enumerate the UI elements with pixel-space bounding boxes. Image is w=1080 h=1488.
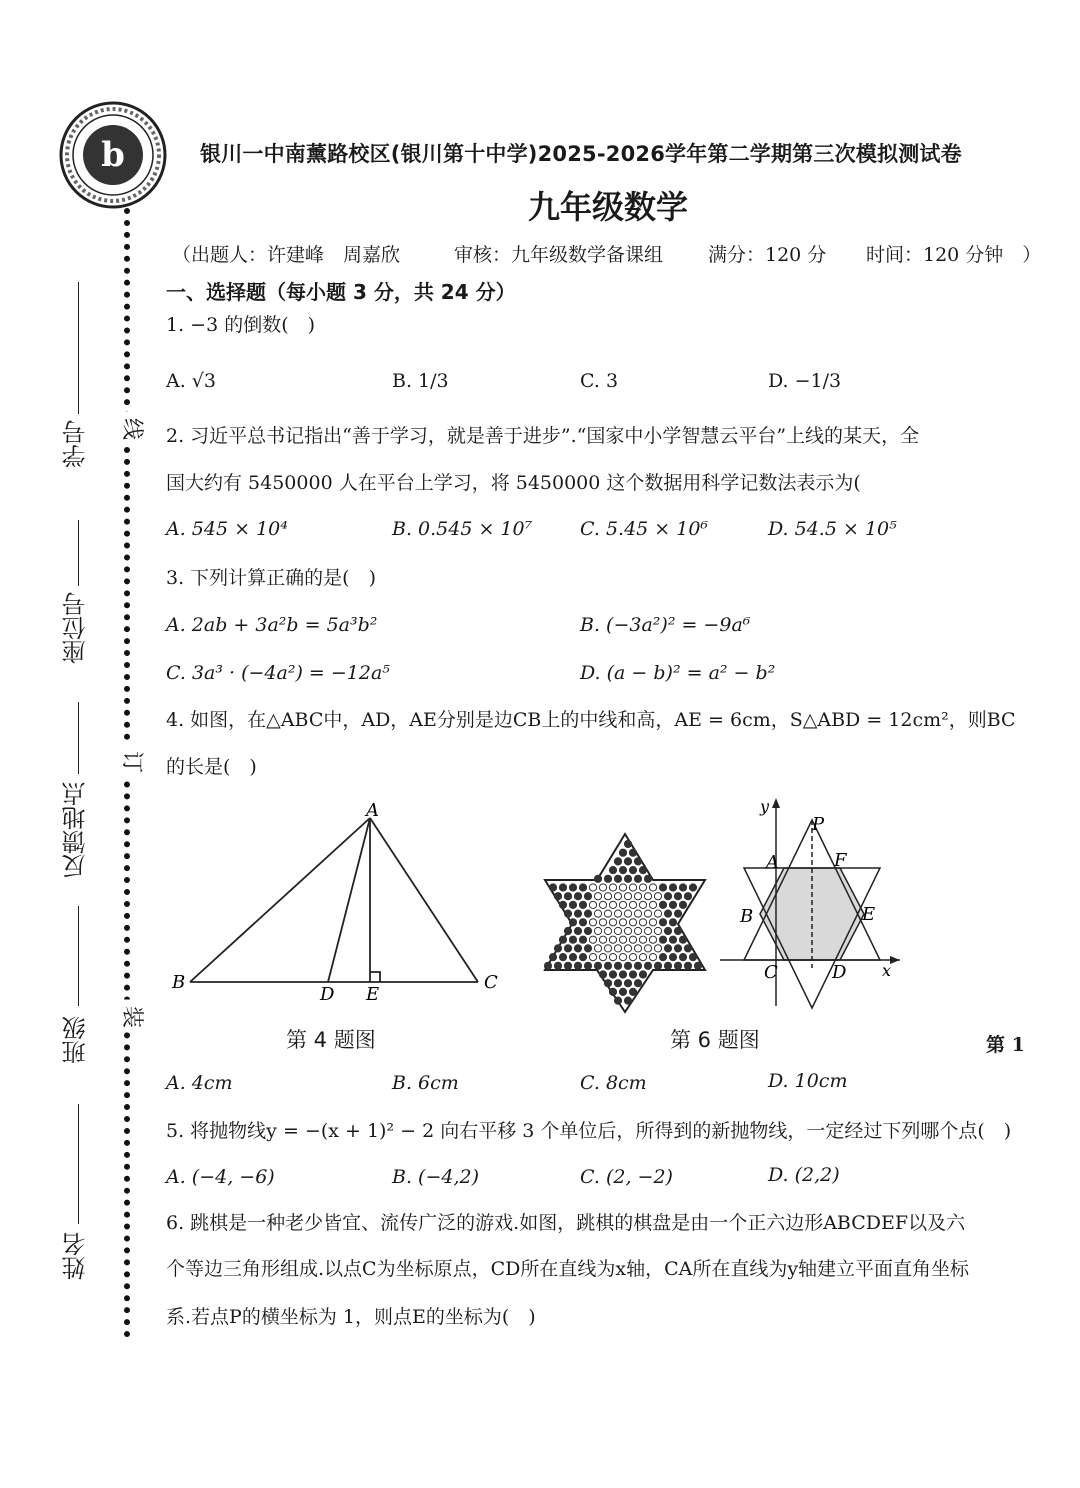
board-hole [654, 945, 661, 952]
board-hole [584, 893, 591, 900]
board-hole [594, 910, 601, 917]
board-hole [649, 884, 656, 891]
board-hole [574, 927, 581, 934]
class-label: 班级 [62, 1016, 90, 1064]
board-hole [604, 927, 611, 934]
figure-6-coordinate [712, 796, 912, 1016]
board-hole [654, 927, 661, 934]
fig6-label-p: P [812, 814, 825, 835]
board-hole [639, 884, 646, 891]
q3-option-b: B. (−3a²)² = −9a⁶ [580, 614, 751, 636]
q5-option-c: C. (2, −2) [580, 1166, 673, 1188]
page-number: 第 1 [986, 1034, 1025, 1056]
fig4-label-d: D [320, 984, 335, 1005]
board-hole [659, 954, 666, 961]
board-hole [664, 927, 671, 934]
fig6-label-b: B [740, 906, 754, 927]
exam-time: 时间：120 分钟 ） [866, 244, 1042, 266]
board-hole [579, 954, 586, 961]
board-hole [554, 945, 561, 952]
board-hole [624, 910, 631, 917]
board-hole [659, 884, 666, 891]
board-hole [649, 936, 656, 943]
board-hole [569, 901, 576, 908]
board-hole [614, 980, 621, 987]
board-hole [574, 962, 581, 969]
board-hole [599, 919, 606, 926]
figure-4-caption: 第 4 题图 [286, 1028, 376, 1052]
board-hole [614, 893, 621, 900]
board-hole [664, 945, 671, 952]
svg-text:b: b [101, 135, 125, 175]
board-hole [579, 919, 586, 926]
board-hole [639, 919, 646, 926]
q2-option-b: B. 0.545 × 10⁷ [392, 518, 533, 540]
board-hole [614, 945, 621, 952]
fig6-label-c: C [764, 962, 778, 983]
board-hole [579, 884, 586, 891]
board-hole [619, 867, 626, 874]
section-heading: 一、选择题（每小题 3 分，共 24 分） [166, 280, 516, 304]
board-hole [564, 893, 571, 900]
board-hole [559, 901, 566, 908]
board-hole [644, 910, 651, 917]
q3-option-a: A. 2ab + 3a²b = 5a³b² [166, 614, 378, 636]
q1-option-b: B. 1/3 [392, 370, 449, 392]
board-hole [629, 988, 636, 995]
board-hole [689, 884, 696, 891]
board-hole [629, 849, 636, 856]
feedback-location-blank[interactable] [78, 702, 79, 774]
fig4-label-b: B [172, 972, 186, 993]
board-hole [619, 884, 626, 891]
board-hole [629, 954, 636, 961]
board-hole [559, 884, 566, 891]
board-hole [589, 954, 596, 961]
board-hole [634, 858, 641, 865]
board-hole [639, 901, 646, 908]
board-hole [674, 945, 681, 952]
board-hole [589, 936, 596, 943]
board-hole [624, 893, 631, 900]
q4-option-b: B. 6cm [392, 1072, 459, 1094]
board-hole [574, 910, 581, 917]
fig6-label-a: A [766, 852, 779, 873]
board-hole [609, 901, 616, 908]
exam-authors: （出题人：许建峰 周嘉欣 [172, 244, 401, 266]
board-hole [614, 858, 621, 865]
binding-char-zhuang: 装 [119, 1000, 149, 1031]
board-hole [549, 954, 556, 961]
board-hole [619, 919, 626, 926]
q2-option-c: C. 5.45 × 10⁶ [580, 518, 709, 540]
board-hole [649, 901, 656, 908]
board-hole [604, 910, 611, 917]
board-hole [644, 927, 651, 934]
board-hole [604, 962, 611, 969]
seat-number-label: 座位号 [62, 592, 90, 664]
fig4-label-a: A [366, 800, 379, 821]
board-hole [619, 936, 626, 943]
q4-option-d: D. 10cm [768, 1070, 848, 1092]
board-hole [654, 893, 661, 900]
board-hole [614, 997, 621, 1004]
fig6-axis-x: x [882, 961, 892, 980]
board-hole [594, 945, 601, 952]
board-hole [639, 971, 646, 978]
board-hole [649, 919, 656, 926]
name-label: 姓名 [62, 1232, 90, 1280]
school-header: 银川一中南薰路校区(银川第十中学)2025-2026学年第二学期第三次模拟测试卷 [200, 142, 962, 166]
q4-line2: 的长是( ) [166, 756, 257, 778]
board-hole [614, 962, 621, 969]
board-hole [569, 954, 576, 961]
board-hole [629, 919, 636, 926]
board-hole [644, 945, 651, 952]
board-hole [684, 893, 691, 900]
q3-option-c: C. 3a³ · (−4a²) = −12a⁵ [166, 662, 390, 684]
board-hole [669, 936, 676, 943]
board-hole [684, 945, 691, 952]
q1-stem: 1. −3 的倒数( ) [166, 314, 316, 336]
board-hole [639, 867, 646, 874]
board-hole [634, 875, 641, 882]
board-hole [679, 884, 686, 891]
board-hole [654, 962, 661, 969]
board-hole [584, 927, 591, 934]
board-hole [644, 962, 651, 969]
q6-line1: 6. 跳棋是一种老少皆宜、流传广泛的游戏.如图，跳棋的棋盘是由一个正六边形ABCDEF以及六 [166, 1212, 966, 1234]
board-hole [614, 875, 621, 882]
q1-option-c: C. 3 [580, 370, 619, 392]
board-hole [564, 962, 571, 969]
board-hole [674, 962, 681, 969]
board-hole [604, 893, 611, 900]
board-hole [599, 901, 606, 908]
board-hole [604, 945, 611, 952]
board-hole [564, 910, 571, 917]
q2-line1: 2. 习近平总书记指出“善于学习，就是善于进步”.“国家中小学智慧云平台”上线的某天，全 [166, 425, 920, 447]
board-hole [659, 919, 666, 926]
q4-option-c: C. 8cm [580, 1072, 647, 1094]
board-hole [579, 901, 586, 908]
board-hole [689, 954, 696, 961]
board-hole [634, 962, 641, 969]
board-hole [579, 936, 586, 943]
board-hole [644, 875, 651, 882]
binding-char-xian: 线 [119, 412, 149, 443]
board-hole [564, 927, 571, 934]
board-hole [594, 875, 601, 882]
board-hole [554, 962, 561, 969]
board-hole [629, 884, 636, 891]
board-hole [599, 954, 606, 961]
q2-line2: 国大约有 5450000 人在平台上学习，将 5450000 这个数据用科学记数法表示为( [166, 472, 861, 494]
board-hole [634, 927, 641, 934]
board-hole [604, 980, 611, 987]
board-hole [594, 893, 601, 900]
exam-full-score: 满分：120 分 [708, 244, 827, 266]
board-hole [624, 997, 631, 1004]
exam-review: 审核：九年级数学备课组 [454, 244, 664, 266]
board-hole [584, 945, 591, 952]
board-hole [669, 884, 676, 891]
board-hole [584, 910, 591, 917]
board-hole [589, 901, 596, 908]
board-hole [609, 936, 616, 943]
q5-stem: 5. 将抛物线y = −(x + 1)² − 2 向右平移 3 个单位后，所得到的新抛物线，一定经过下列哪个点( ) [166, 1120, 1012, 1142]
board-hole [659, 936, 666, 943]
board-hole [599, 971, 606, 978]
figure-6-star-board [540, 826, 710, 1016]
board-hole [609, 988, 616, 995]
board-hole [664, 962, 671, 969]
board-hole [664, 893, 671, 900]
board-hole [659, 901, 666, 908]
board-hole [629, 936, 636, 943]
board-hole [624, 927, 631, 934]
board-hole [594, 927, 601, 934]
board-hole [599, 884, 606, 891]
board-hole [569, 936, 576, 943]
figure-4-triangle [160, 800, 520, 1010]
board-hole [564, 945, 571, 952]
board-hole [619, 901, 626, 908]
board-hole [639, 936, 646, 943]
exam-title: 九年级数学 [527, 188, 688, 226]
board-hole [629, 867, 636, 874]
board-hole [569, 919, 576, 926]
q4-option-a: A. 4cm [166, 1072, 233, 1094]
q6-line3: 系.若点P的横坐标为 1，则点E的坐标为( ) [166, 1306, 536, 1328]
board-hole [674, 893, 681, 900]
q5-option-d: D. (2,2) [768, 1164, 840, 1186]
board-hole [624, 945, 631, 952]
board-hole [624, 858, 631, 865]
q1-option-d: D. −1/3 [768, 370, 842, 392]
q6-line2: 个等边三角形组成.以点C为坐标原点，CD所在直线为x轴，CA所在直线为y轴建立平面直角坐标 [166, 1258, 970, 1280]
board-hole [679, 954, 686, 961]
board-hole [609, 867, 616, 874]
board-hole [644, 893, 651, 900]
q5-option-a: A. (−4, −6) [166, 1166, 275, 1188]
board-hole [634, 980, 641, 987]
q3-option-d: D. (a − b)² = a² − b² [580, 662, 776, 684]
board-hole [649, 954, 656, 961]
board-hole [584, 962, 591, 969]
board-hole [559, 954, 566, 961]
binding-char-ding: 订 [119, 745, 149, 776]
student-id-blank[interactable] [78, 282, 79, 414]
board-hole [669, 901, 676, 908]
board-hole [619, 988, 626, 995]
student-id-label: 学号 [62, 420, 90, 468]
board-hole [669, 954, 676, 961]
board-hole [569, 884, 576, 891]
name-blank[interactable] [78, 1104, 79, 1224]
board-hole [639, 954, 646, 961]
board-hole [624, 980, 631, 987]
board-hole [604, 875, 611, 882]
seat-number-blank[interactable] [78, 520, 79, 586]
board-hole [544, 962, 551, 969]
board-hole [609, 954, 616, 961]
board-hole [559, 936, 566, 943]
fig6-label-d: D [832, 962, 847, 983]
board-hole [629, 971, 636, 978]
board-hole [549, 884, 556, 891]
board-hole [684, 962, 691, 969]
q3-stem: 3. 下列计算正确的是( ) [166, 567, 376, 589]
board-hole [609, 971, 616, 978]
board-hole [599, 936, 606, 943]
q1-option-a: A. √3 [166, 370, 216, 392]
board-hole [624, 875, 631, 882]
board-hole [619, 971, 626, 978]
board-hole [609, 919, 616, 926]
board-hole [609, 884, 616, 891]
board-hole [694, 962, 701, 969]
board-hole [589, 919, 596, 926]
board-hole [664, 910, 671, 917]
board-hole [614, 910, 621, 917]
board-hole [574, 945, 581, 952]
board-hole [634, 945, 641, 952]
feedback-location-label: 反馈地点 [62, 782, 90, 878]
board-hole [634, 910, 641, 917]
board-hole [589, 884, 596, 891]
fig6-label-f: F [834, 850, 847, 871]
board-hole [634, 893, 641, 900]
board-hole [669, 919, 676, 926]
board-hole [679, 901, 686, 908]
q2-option-d: D. 54.5 × 10⁵ [768, 518, 897, 540]
q2-option-a: A. 545 × 10⁴ [166, 518, 288, 540]
board-hole [574, 893, 581, 900]
board-hole [654, 910, 661, 917]
fig6-label-e: E [862, 904, 876, 925]
board-hole [594, 962, 601, 969]
board-hole [624, 840, 631, 847]
fig6-axis-y: y [760, 797, 770, 816]
board-hole [624, 962, 631, 969]
board-hole [679, 936, 686, 943]
board-hole [629, 901, 636, 908]
figure-6-caption: 第 6 题图 [670, 1028, 760, 1052]
board-hole [554, 893, 561, 900]
fig4-label-e: E [366, 984, 380, 1005]
q4-line1: 4. 如图，在△ABC中，AD，AE分别是边CB上的中线和高，AE = 6cm，S△ABD = 12cm²，则BC [166, 709, 1016, 731]
board-hole [619, 954, 626, 961]
class-blank[interactable] [78, 906, 79, 1006]
board-hole [614, 927, 621, 934]
board-hole [674, 927, 681, 934]
fig4-label-c: C [484, 972, 498, 993]
board-hole [674, 910, 681, 917]
q5-option-b: B. (−4,2) [392, 1166, 480, 1188]
board-hole [619, 849, 626, 856]
